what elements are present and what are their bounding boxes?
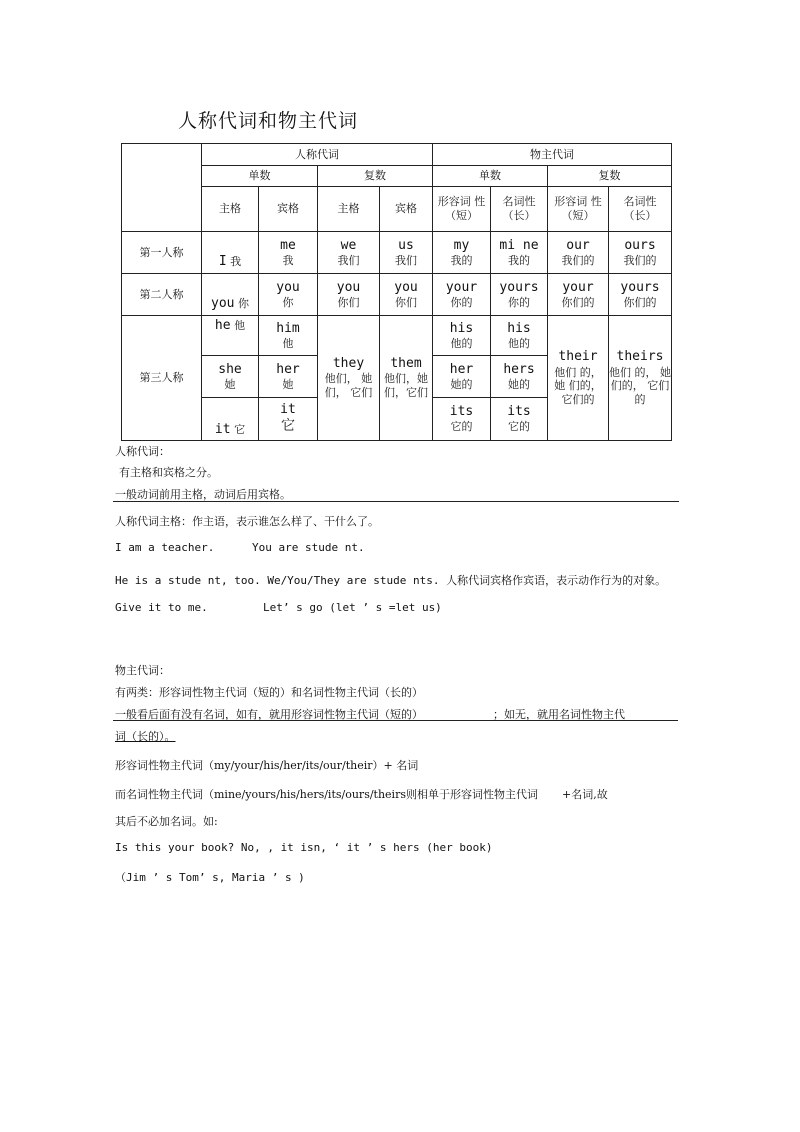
example-line: You are stude nt.: [252, 541, 365, 554]
notes-heading-personal: 人称代词：: [115, 445, 170, 458]
example-line: （Jim ’ s Tom’ s, Maria ’ s ): [115, 871, 305, 884]
cell: they 他们， 她们， 它们: [318, 316, 380, 441]
cell: his 他的: [433, 316, 491, 356]
notes-line: 而名词性物主代词（mine/yours/his/hers/its/ours/theirs则相单于形容词性物主代词 +名词,故: [115, 788, 608, 801]
cell: she 她: [202, 356, 259, 398]
header-singular-2: 单数: [433, 166, 548, 187]
cell: mi ne 我的: [491, 232, 548, 274]
cell: you 你们: [318, 274, 380, 316]
cell: your 你的: [433, 274, 491, 316]
divider: [113, 501, 679, 502]
row-label-first: 第一人称: [122, 232, 202, 274]
notes-line: 有主格和宾格之分。: [119, 466, 218, 479]
cell: you 你们: [380, 274, 433, 316]
notes-line: 一般动词前用主格，动词后用宾格。: [115, 488, 291, 501]
cell: it 它: [202, 398, 259, 441]
cell: your 你们的: [548, 274, 609, 316]
example-line: Let’ s go (let ’ s =let us): [263, 601, 442, 614]
notes-line: 人称代词主格：作主语，表示谁怎么样了、干什么了。: [115, 515, 379, 528]
cell: ours 我们的: [609, 232, 672, 274]
corner-cell: [122, 144, 202, 232]
row-label-second: 第二人称: [122, 274, 202, 316]
cell: my 我的: [433, 232, 491, 274]
header-possessive: 物主代词: [433, 144, 672, 166]
header-noun-2: 名词性 （长）: [609, 187, 672, 232]
cell: it 它: [259, 398, 318, 441]
example-line: Is this your book? No, , it isn, ‘ it ’ s hers (her book): [115, 841, 493, 854]
header-object: 宾格: [259, 187, 318, 232]
cell: me 我: [259, 232, 318, 274]
header-adjective: 形容词 性 （短）: [433, 187, 491, 232]
divider: [113, 720, 678, 721]
cell: our 我们的: [548, 232, 609, 274]
example-line: Give it to me.: [115, 601, 208, 614]
cell: yours 你的: [491, 274, 548, 316]
cell: them 他们，她们，它们: [380, 316, 433, 441]
cell: her 她的: [433, 356, 491, 398]
header-singular: 单数: [202, 166, 318, 187]
example-line: I am a teacher.: [115, 541, 215, 554]
header-object-2: 宾格: [380, 187, 433, 232]
cell: hers 她的: [491, 356, 548, 398]
table-row: [122, 274, 672, 316]
header-plural-2: 复数: [548, 166, 672, 187]
pronoun-table: [121, 143, 672, 441]
header-personal: 人称代词: [202, 144, 433, 166]
cell: us 我们: [380, 232, 433, 274]
table-row: [122, 316, 672, 356]
page-title: 人称代词和物主代词: [178, 110, 359, 132]
cell: you 你: [259, 274, 318, 316]
cell: its 它的: [491, 398, 548, 441]
row-label-third: 第三人称: [122, 316, 202, 441]
header-adjective-2: 形容词 性 （短）: [548, 187, 609, 232]
notes-heading-possessive: 物主代词：: [115, 664, 170, 677]
cell: theirs 他们 的， 她 们的， 它们的: [609, 316, 672, 441]
header-noun: 名词性 （长）: [491, 187, 548, 232]
cell: his 他的: [491, 316, 548, 356]
notes-line: 有两类：形容词性物主代词（短的）和名词性物主代词（长的）: [115, 686, 423, 699]
cell: I 我: [202, 232, 259, 274]
header-subject: 主格: [202, 187, 259, 232]
notes-line: 形容词性物主代词（my/your/his/her/its/our/their）+ 名词: [115, 759, 419, 772]
cell: you 你: [202, 274, 259, 316]
cell: he 他: [202, 316, 259, 356]
notes-line: 一般看后面有没有名词，如有，就用形容词性物主代词（短的） ；如无，就用名词性物主代: [115, 708, 625, 721]
cell: yours 你们的: [609, 274, 672, 316]
cell: her 她: [259, 356, 318, 398]
cell: him 他: [259, 316, 318, 356]
table-row: [122, 232, 672, 274]
notes-line: 词（长的）。: [115, 730, 176, 743]
header-subject-2: 主格: [318, 187, 380, 232]
example-line: He is a stude nt, too. We/You/They are stude nts. 人称代词宾格作宾语，表示动作行为的对象。: [115, 574, 667, 587]
notes-line: 其后不必加名词。如:: [115, 815, 218, 828]
cell: their 他们 的， 她 们的， 它们的: [548, 316, 609, 441]
cell: its 它的: [433, 398, 491, 441]
header-plural: 复数: [318, 166, 433, 187]
cell: we 我们: [318, 232, 380, 274]
